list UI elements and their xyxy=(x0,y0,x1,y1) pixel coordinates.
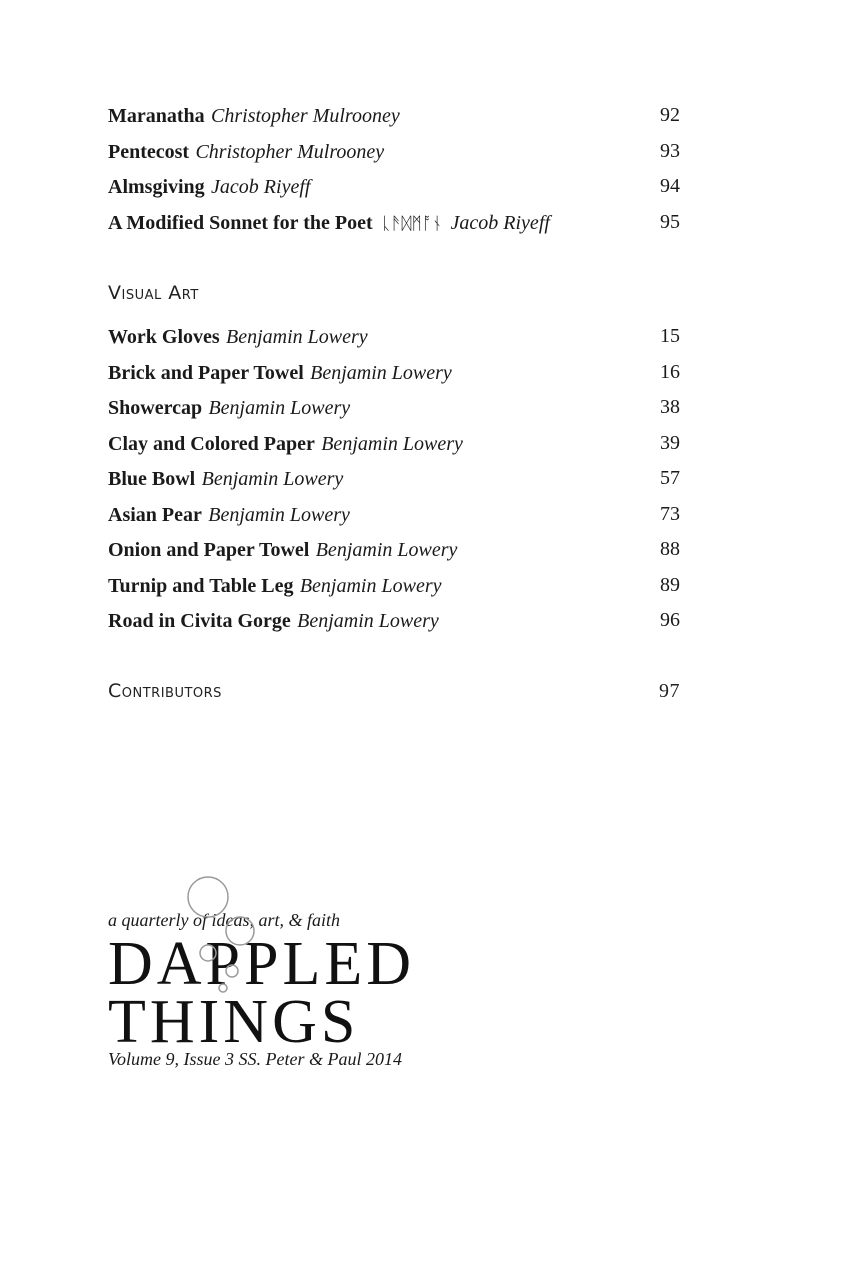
entry-page: 92 xyxy=(660,104,680,126)
toc-entry xyxy=(108,319,680,355)
entry-author: Benjamin Lowery xyxy=(321,432,463,455)
entry-author: Christopher Mulrooney xyxy=(195,140,385,163)
toc-entry xyxy=(108,497,680,533)
toc-entry xyxy=(108,134,680,170)
entry-title: A Modified Sonnet for the Poet xyxy=(108,211,373,234)
toc-entry xyxy=(108,461,680,497)
toc-entry xyxy=(108,603,680,639)
entry-author: Benjamin Lowery xyxy=(226,326,368,348)
entry-page: 94 xyxy=(660,175,680,197)
logo-word-things: THINGS xyxy=(108,988,360,1056)
volume-info: Volume 9, Issue 3 SS. Peter & Paul 2014 xyxy=(108,1049,402,1069)
contributors-heading xyxy=(108,680,680,702)
logo-tagline: a quarterly of ideas, art, & faith xyxy=(108,910,340,930)
entry-author: Benjamin Lowery xyxy=(297,610,439,632)
entry-title: Clay and Colored Paper xyxy=(108,432,315,455)
bubble-medium xyxy=(226,917,254,945)
toc-entry xyxy=(108,169,680,205)
entry-page: 95 xyxy=(660,210,680,233)
entry-page: 57 xyxy=(660,467,680,489)
toc-entry xyxy=(108,426,680,462)
entry-title: Pentecost xyxy=(108,140,190,163)
contributors-page: 97 xyxy=(659,680,680,702)
entry-author: Christopher Mulrooney xyxy=(211,105,400,127)
entry-author: Benjamin Lowery xyxy=(310,361,452,384)
entry-page: 16 xyxy=(660,360,680,383)
toc-entry xyxy=(108,98,680,134)
bubble-large xyxy=(188,877,228,917)
entry-title: Blue Bowl xyxy=(108,468,196,490)
entry-author: Benjamin Lowery xyxy=(208,397,351,419)
bubble-small xyxy=(226,965,238,977)
entry-page: 39 xyxy=(660,431,680,454)
bubble-tiny xyxy=(219,984,227,992)
entry-title: Maranatha xyxy=(108,105,205,127)
entry-author: Jacob Riyeff xyxy=(211,176,311,198)
entry-runes: ᚳᚫᛞᛗᚩᚾ xyxy=(380,213,443,234)
logo-word-dappled: DAPPLED xyxy=(108,930,416,998)
entry-author: Benjamin Lowery xyxy=(315,539,458,561)
entry-author: Benjamin Lowery xyxy=(201,468,344,490)
bubble-small xyxy=(200,945,216,961)
visual-art-list xyxy=(108,319,680,639)
entry-title: Work Gloves xyxy=(108,326,220,348)
entry-page: 38 xyxy=(660,396,680,418)
poetry-list xyxy=(108,98,680,240)
entry-title: Road in Civita Gorge xyxy=(108,610,291,632)
entry-page: 73 xyxy=(660,502,680,525)
entry-author: Benjamin Lowery xyxy=(299,574,442,597)
entry-title: Brick and Paper Towel xyxy=(108,361,304,384)
visual-art-heading: Visual Art xyxy=(108,282,199,304)
entry-page: 88 xyxy=(660,538,680,560)
toc-entry xyxy=(108,532,680,568)
entry-title: Onion and Paper Towel xyxy=(108,539,310,561)
toc-entry xyxy=(108,568,680,604)
entry-author: Jacob Riyeff xyxy=(450,211,550,234)
entry-author: Benjamin Lowery xyxy=(208,503,350,526)
entry-title: Turnip and Table Leg xyxy=(108,574,294,597)
entry-page: 93 xyxy=(660,139,680,162)
entry-title: Showercap xyxy=(108,397,203,419)
dappled-things-logo xyxy=(108,875,468,1085)
entry-title: Asian Pear xyxy=(108,503,202,526)
entry-title: Almsgiving xyxy=(108,176,205,198)
toc-entry xyxy=(108,355,680,391)
toc-entry xyxy=(108,390,680,426)
contributors-label: Contributors xyxy=(108,680,222,702)
entry-page: 96 xyxy=(660,609,680,631)
entry-page: 15 xyxy=(660,325,680,347)
entry-page: 89 xyxy=(660,573,680,596)
toc-entry xyxy=(108,205,680,241)
